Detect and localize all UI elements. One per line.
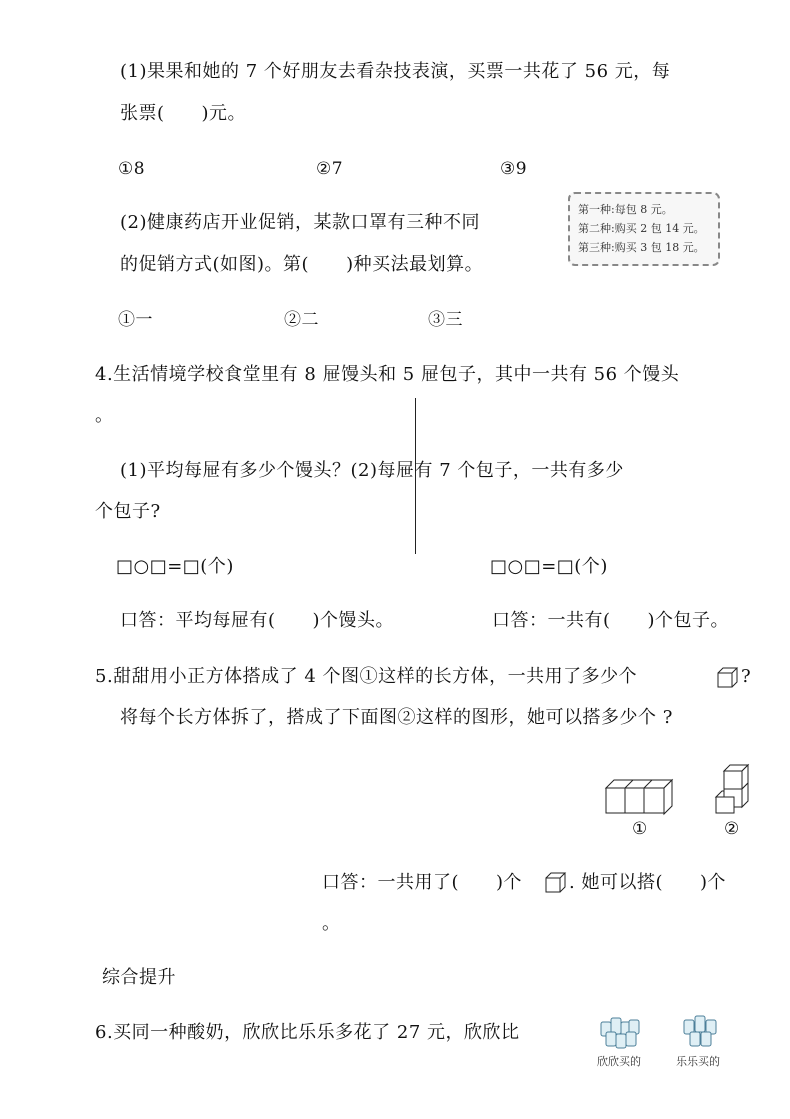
q4-line1-tail: 。 xyxy=(95,405,114,426)
figure-1-label: ① xyxy=(632,819,648,839)
q3-part2-option-2: ②二 xyxy=(284,310,319,330)
promo-option-1: 第一种:每包 8 元。 xyxy=(578,203,673,216)
rectangular-prism-figure xyxy=(604,778,674,814)
promo-option-2: 第二种:购买 2 包 14 元。 xyxy=(578,222,705,235)
q5-line1: 5.甜甜用小正方体搭成了 4 个图①这样的长方体，一共用了多少个 xyxy=(95,666,638,687)
q3-part1-line1: (1)果果和她的 7 个好朋友去看杂技表演，买票一共花了 56 元，每 xyxy=(120,61,671,82)
small-cube-icon xyxy=(717,667,739,689)
q3-part2-option-3: ③三 xyxy=(428,310,463,330)
q3-part2-option-1: ①一 xyxy=(118,310,153,330)
q5-answer-tail: 。 xyxy=(322,913,341,934)
q3-part1-option-2: ②7 xyxy=(316,159,344,179)
q3-part1-line2: 张票( )元。 xyxy=(120,103,247,124)
promo-option-3: 第三种:购买 3 包 18 元。 xyxy=(578,241,705,254)
q3-part1-option-3: ③9 xyxy=(500,159,528,179)
q3-part1-option-1: ①8 xyxy=(118,159,146,179)
q5-line1-end: ? xyxy=(741,666,752,687)
q4-answer-right: 口答：一共有( )个包子。 xyxy=(492,610,730,631)
section-title: 综合提升 xyxy=(102,967,176,988)
q4-formula-left: □○□=□(个) xyxy=(116,556,234,577)
q5-answer-part-b: . 她可以搭( )个 xyxy=(569,872,726,893)
q6-line1: 6.买同一种酸奶，欣欣比乐乐多花了 27 元，欣欣比 xyxy=(95,1022,520,1043)
q4-formula-right: □○□=□(个) xyxy=(490,556,608,577)
q5-answer-part-a: 口答：一共用了( )个 xyxy=(322,872,523,893)
q4-sub-line2: 个包子? xyxy=(95,501,161,522)
caption-lele: 乐乐买的 xyxy=(676,1055,720,1068)
yogurt-group-lele xyxy=(680,1010,720,1048)
q4-sub-line1: (1)平均每屉有多少个馒头？(2)每屉有 7 个包子，一共有多少 xyxy=(120,460,624,481)
q5-line2: 将每个长方体拆了，搭成了下面图②这样的图形，她可以搭多少个 ? xyxy=(120,707,673,728)
figure-2-label: ② xyxy=(724,819,740,839)
q3-part2-line2: 的促销方式(如图)。第( )种买法最划算。 xyxy=(120,254,484,275)
caption-xinxin: 欣欣买的 xyxy=(597,1055,641,1068)
q4-line1: 4.生活情境学校食堂里有 8 屉馒头和 5 屉包子，其中一共有 56 个馒头 xyxy=(95,364,680,385)
stacked-cubes-figure xyxy=(714,763,750,815)
small-cube-icon xyxy=(545,872,567,894)
q3-part2-line1: (2)健康药店开业促销，某款口罩有三种不同 xyxy=(120,212,480,233)
yogurt-group-xinxin xyxy=(598,1008,642,1050)
q4-answer-left: 口答：平均每屉有( )个馒头。 xyxy=(120,610,395,631)
promo-note-box xyxy=(568,192,720,266)
